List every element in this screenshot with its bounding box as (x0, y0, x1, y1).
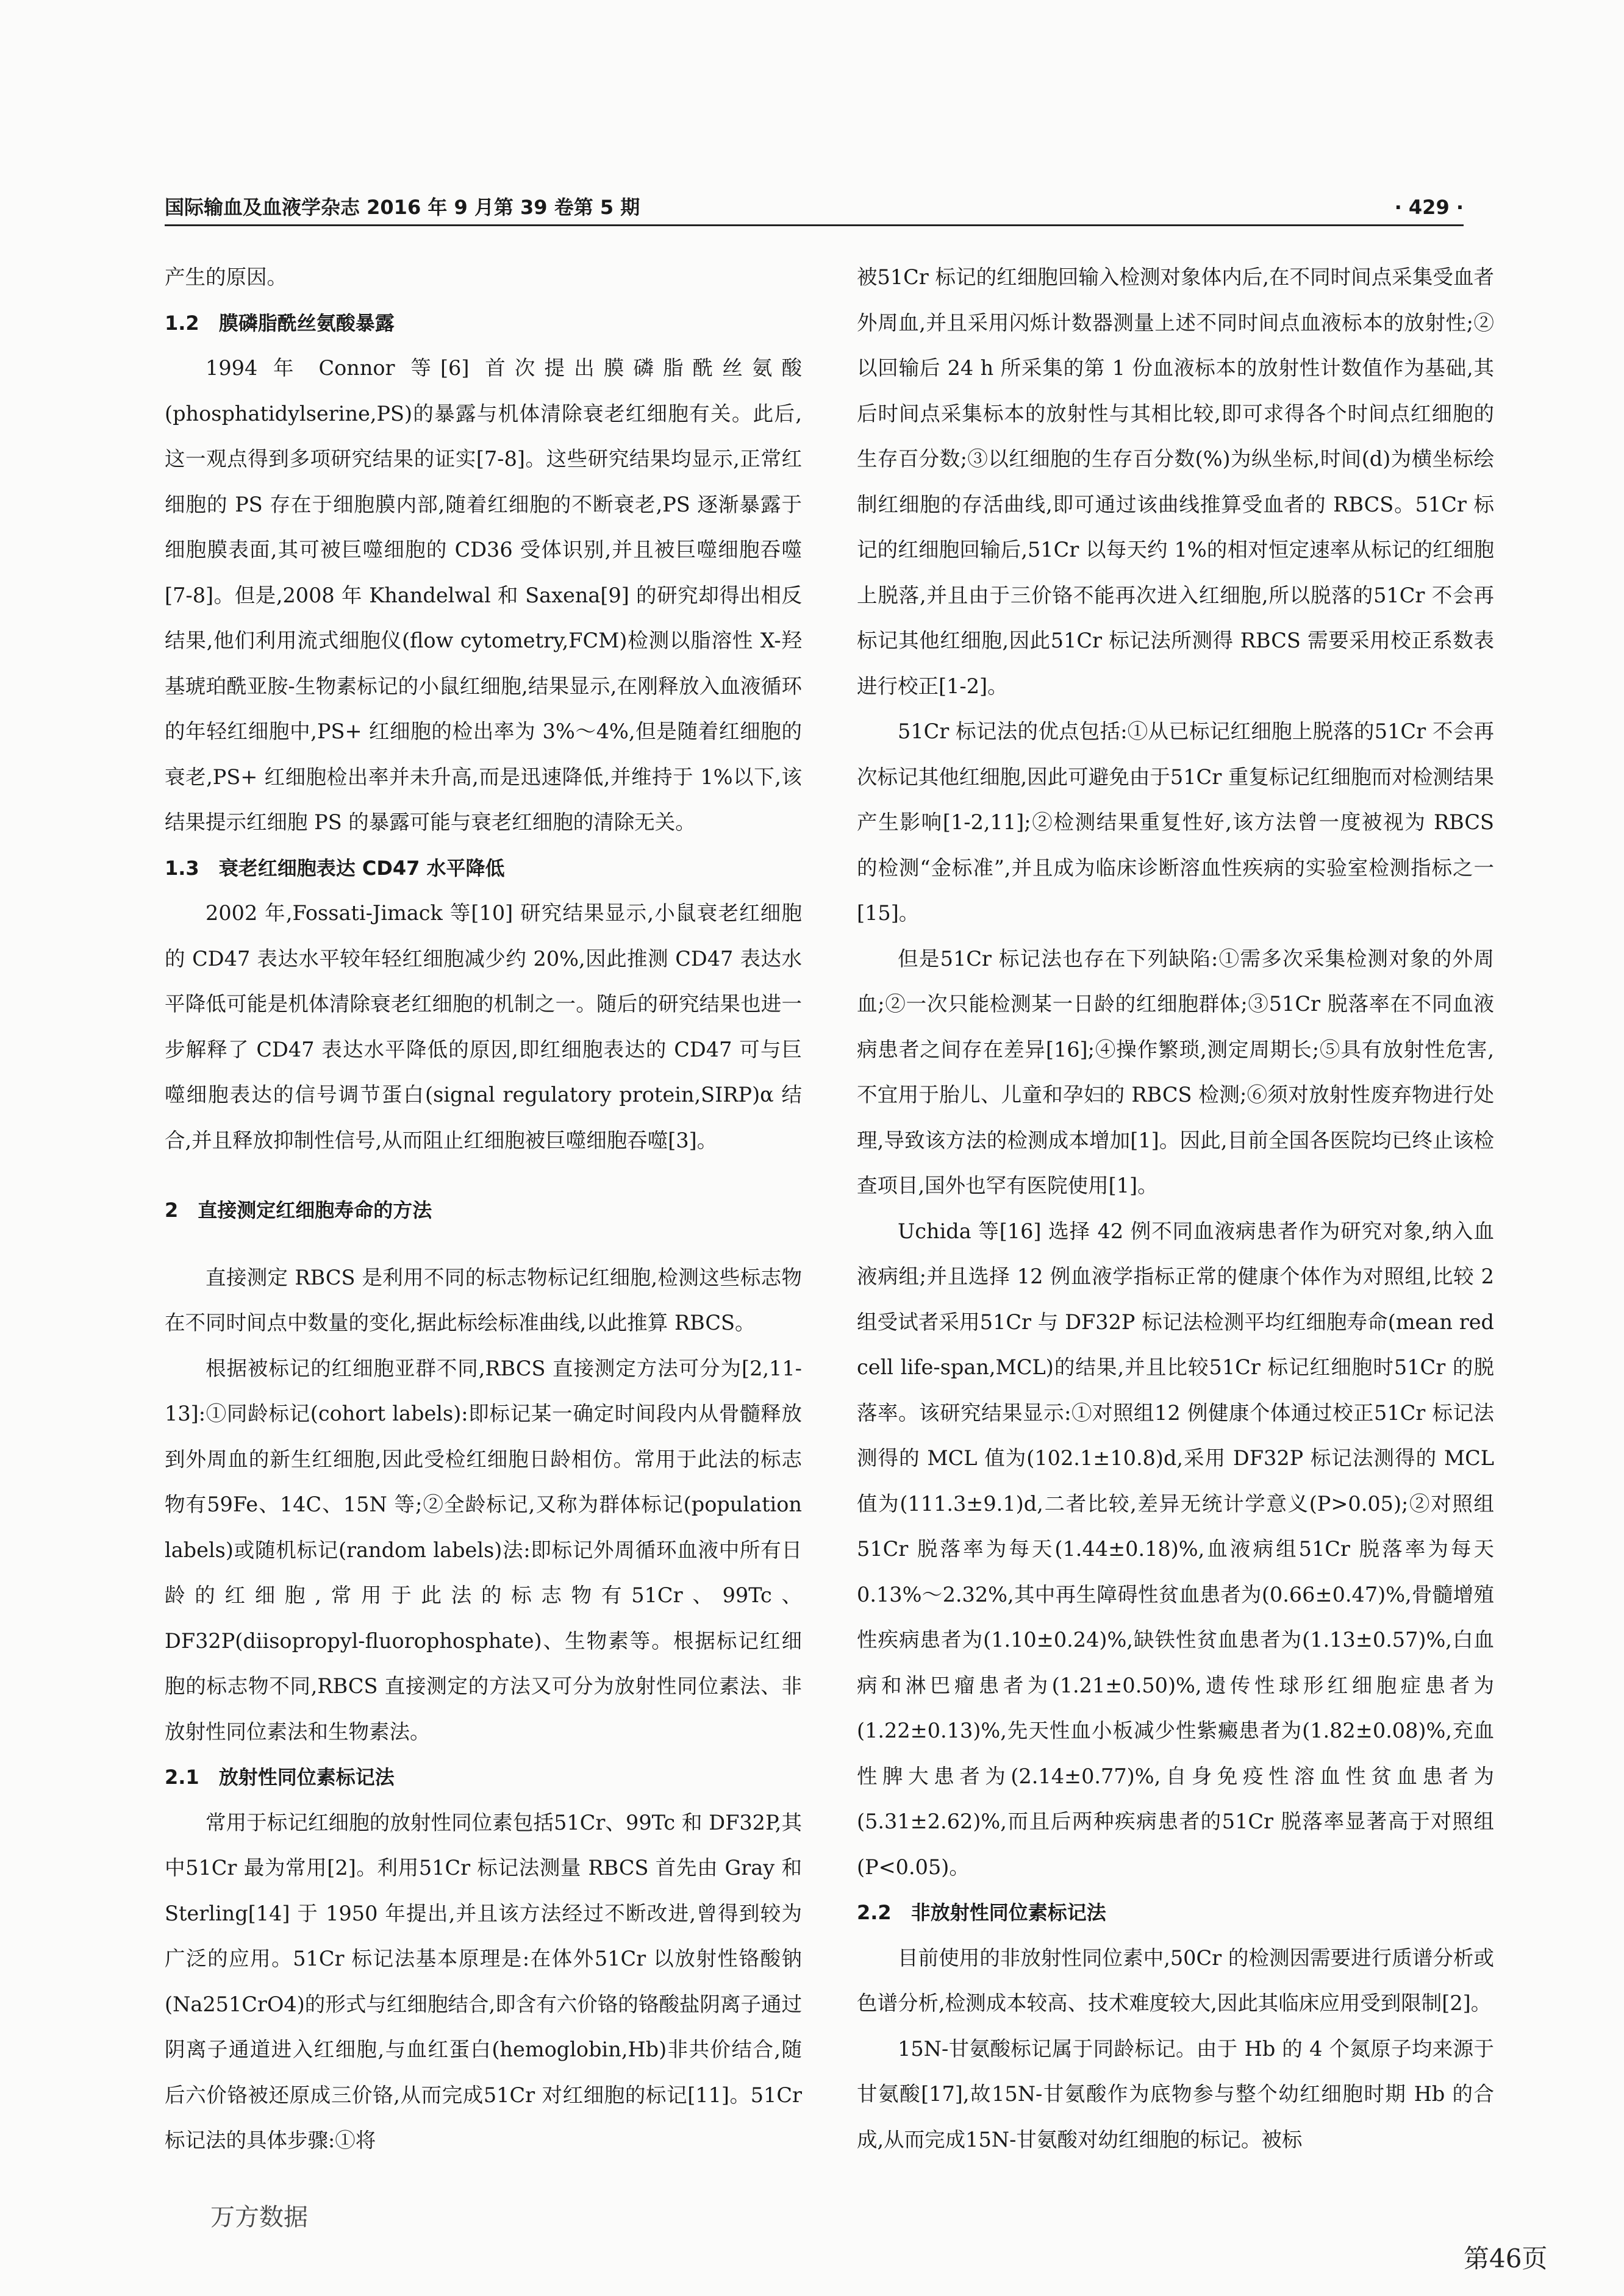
page-number: · 429 · (1394, 196, 1464, 219)
paragraph: 51Cr 标记法的优点包括:①从已标记红细胞上脱落的51Cr 不会再次标记其他红细胞,因此可避免由于51Cr 重复标记红细胞而对检测结果产生影响[1-2,11];②检测结果重复性好,该方法曾一度被视为 RBCS 的检测“金标准”,并且成为临床诊断溶血性疾病的实验室检测指标之一[15]。 (857, 719, 1494, 925)
footer-page-label: 第46页 (1464, 2244, 1548, 2273)
section-heading-2-2: 2.2 非放射性同位素标记法 (857, 1901, 1106, 1924)
source-watermark: 万方数据 (210, 2203, 308, 2231)
paragraph: Uchida 等[16] 选择 42 例不同血液病患者作为研究对象,纳入血液病组;并且选择 12 例血液学指标正常的健康个体作为对照组,比较 2 组受试者采用51Cr 与 DF32P 标记法检测平均红细胞寿命(mean red cell life-span,MCL)的结果,并且比较51Cr 标记红细胞时51Cr 的脱落率。该研究结果显示:①对照组12 例健康个体通过校正51Cr 标记法测得的 MCL 值为(102.1±10.8)d,采用 DF32P 标记法测得的 MCL 值为(111.3±9.1)d,二者比较,差异无统计学意义(P>0.05);②对照组51Cr 脱落率为每天(1.44±0.18)%,血液病组51Cr 脱落率为每天 0.13%～2.32%,其中再生障碍性贫血患者为(0.66±0.47)%,骨髓增殖性疾病患者为(1.10±0.24)%,缺铁性贫血患者为(1.13±0.57)%,白血病和淋巴瘤患者为(1.21±0.50)%,遗传性球形红细胞症患者为(1.22±0.13)%,先天性血小板减少性紫癜患者为(1.82±0.08)%,充血性脾大患者为(2.14±0.77)%,自身免疫性溶血性贫血患者为(5.31±2.62)%,而且后两种疾病患者的51Cr 脱落率显著高于对照组(P<0.05)。 (857, 1219, 1494, 1879)
paragraph: 2002 年,Fossati-Jimack 等[10] 研究结果显示,小鼠衰老红细胞的 CD47 表达水平较年轻红细胞减少约 20%,因此推测 CD47 表达水平降低可能是机体清除衰老红细胞的机制之一。随后的研究结果也进一步解释了 CD47 表达水平降低的原因,即红细胞表达的 CD47 可与巨噬细胞表达的信号调节蛋白(signal regulatory protein,SIRP)α 结合,并且释放抑制性信号,从而阻止红细胞被巨噬细胞吞噬[3]。 (165, 901, 802, 1152)
paragraph: 被51Cr 标记的红细胞回输入检测对象体内后,在不同时间点采集受血者外周血,并且采用闪烁计数器测量上述不同时间点血液标本的放射性;②以回输后 24 h 所采集的第 1 份血液标本的放射性计数值作为基础,其后时间点采集标本的放射性与其相比较,即可求得各个时间点红细胞的生存百分数;③以红细胞的生存百分数(%)为纵坐标,时间(d)为横坐标绘制红细胞的存活曲线,即可通过该曲线推算受血者的 RBCS。51Cr 标记的红细胞回输后,51Cr 以每天约 1%的相对恒定速率从标记的红细胞上脱落,并且由于三价铬不能再次进入红细胞,所以脱落的51Cr 不会再标记其他红细胞,因此51Cr 标记法所测得 RBCS 需要采用校正系数表进行校正[1-2]。 (857, 265, 1494, 698)
paragraph: 15N-甘氨酸标记属于同龄标记。由于 Hb 的 4 个氮原子均来源于甘氨酸[17],故15N-甘氨酸作为底物参与整个幼红细胞时期 Hb 的合成,从而完成15N-甘氨酸对幼红细胞的标记。被标 (857, 2036, 1494, 2152)
section-heading-2: 2 直接测定红细胞寿命的方法 (165, 1199, 432, 1222)
paragraph: 但是51Cr 标记法也存在下列缺陷:①需多次采集检测对象的外周血;②一次只能检测某一日龄的红细胞群体;③51Cr 脱落率在不同血液病患者之间存在差异[16];④操作繁琐,测定周期长;⑤具有放射性危害,不宜用于胎儿、儿童和孕妇的 RBCS 检测;⑥须对放射性废弃物进行处理,导致该方法的检测成本增加[1]。因此,目前全国各医院均已终止该检查项目,国外也罕有医院使用[1]。 (857, 946, 1494, 1197)
left-column (165, 255, 802, 2164)
section-heading-2-1: 2.1 放射性同位素标记法 (165, 1766, 395, 1789)
paragraph: 目前使用的非放射性同位素中,50Cr 的检测因需要进行质谱分析或色谱分析,检测成本较高、技术难度较大,因此其临床应用受到限制[2]。 (857, 1945, 1494, 2015)
right-column (857, 255, 1494, 2162)
section-heading-1-2: 1.2 膜磷脂酰丝氨酸暴露 (165, 311, 395, 335)
paragraph: 常用于标记红细胞的放射性同位素包括51Cr、99Tc 和 DF32P,其中51Cr 最为常用[2]。利用51Cr 标记法测量 RBCS 首先由 Gray 和 Sterling[14] 于 1950 年提出,并且该方法经过不断改进,曾得到较为广泛的应用。51Cr 标记法基本原理是:在体外51Cr 以放射性铬酸钠(Na251CrO4)的形式与红细胞结合,即含有六价铬的铬酸盐阴离子通过阴离子通道进入红细胞,与血红蛋白(hemoglobin,Hb)非共价结合,随后六价铬被还原成三价铬,从而完成51Cr 对红细胞的标记[11]。51Cr 标记法的具体步骤:①将 (165, 1810, 802, 2152)
journal-title: 国际输血及血液学杂志 2016 年 9 月第 39 卷第 5 期 (165, 196, 640, 219)
paragraph: 1994 年 Connor 等[6] 首次提出膜磷脂酰丝氨酸(phosphatidylserine,PS)的暴露与机体清除衰老红细胞有关。此后,这一观点得到多项研究结果的证实[7-8]。这些研究结果均显示,正常红细胞的 PS 存在于细胞膜内部,随着红细胞的不断衰老,PS 逐渐暴露于细胞膜表面,其可被巨噬细胞的 CD36 受体识别,并且被巨噬细胞吞噬[7-8]。但是,2008 年 Khandelwal 和 Saxena[9] 的研究却得出相反结果,他们利用流式细胞仪(flow cytometry,FCM)检测以脂溶性 X-羟基琥珀酰亚胺-生物素标记的小鼠红细胞,结果显示,在刚释放入血液循环的年轻红细胞中,PS+ 红细胞的检出率为 3%～4%,但是随着红细胞的衰老,PS+ 红细胞检出率并未升高,而是迅速降低,并维持于 1%以下,该结果提示红细胞 PS 的暴露可能与衰老红细胞的清除无关。 (165, 356, 802, 834)
paragraph: 根据被标记的红细胞亚群不同,RBCS 直接测定方法可分为[2,11-13]:①同龄标记(cohort labels):即标记某一确定时间段内从骨髓释放到外周血的新生红细胞,因此受检红细胞日龄相仿。常用于此法的标志物有59Fe、14C、15N 等;②全龄标记,又称为群体标记(population labels)或随机标记(random labels)法:即标记外周循环血液中所有日龄的红细胞,常用于此法的标志物有51Cr、99Tc、DF32P(diisopropyl-fluorophosphate)、生物素等。根据标记红细胞的标志物不同,RBCS 直接测定的方法又可分为放射性同位素法、非放射性同位素法和生物素法。 (165, 1356, 802, 1744)
running-header (165, 195, 1464, 219)
paragraph: 产生的原因。 (165, 265, 287, 289)
paragraph: 直接测定 RBCS 是利用不同的标志物标记红细胞,检测这些标志物在不同时间点中数量的变化,据此标绘标准曲线,以此推算 RBCS。 (165, 1265, 802, 1335)
section-heading-1-3: 1.3 衰老红细胞表达 CD47 水平降低 (165, 856, 505, 880)
header-rule (165, 224, 1464, 226)
